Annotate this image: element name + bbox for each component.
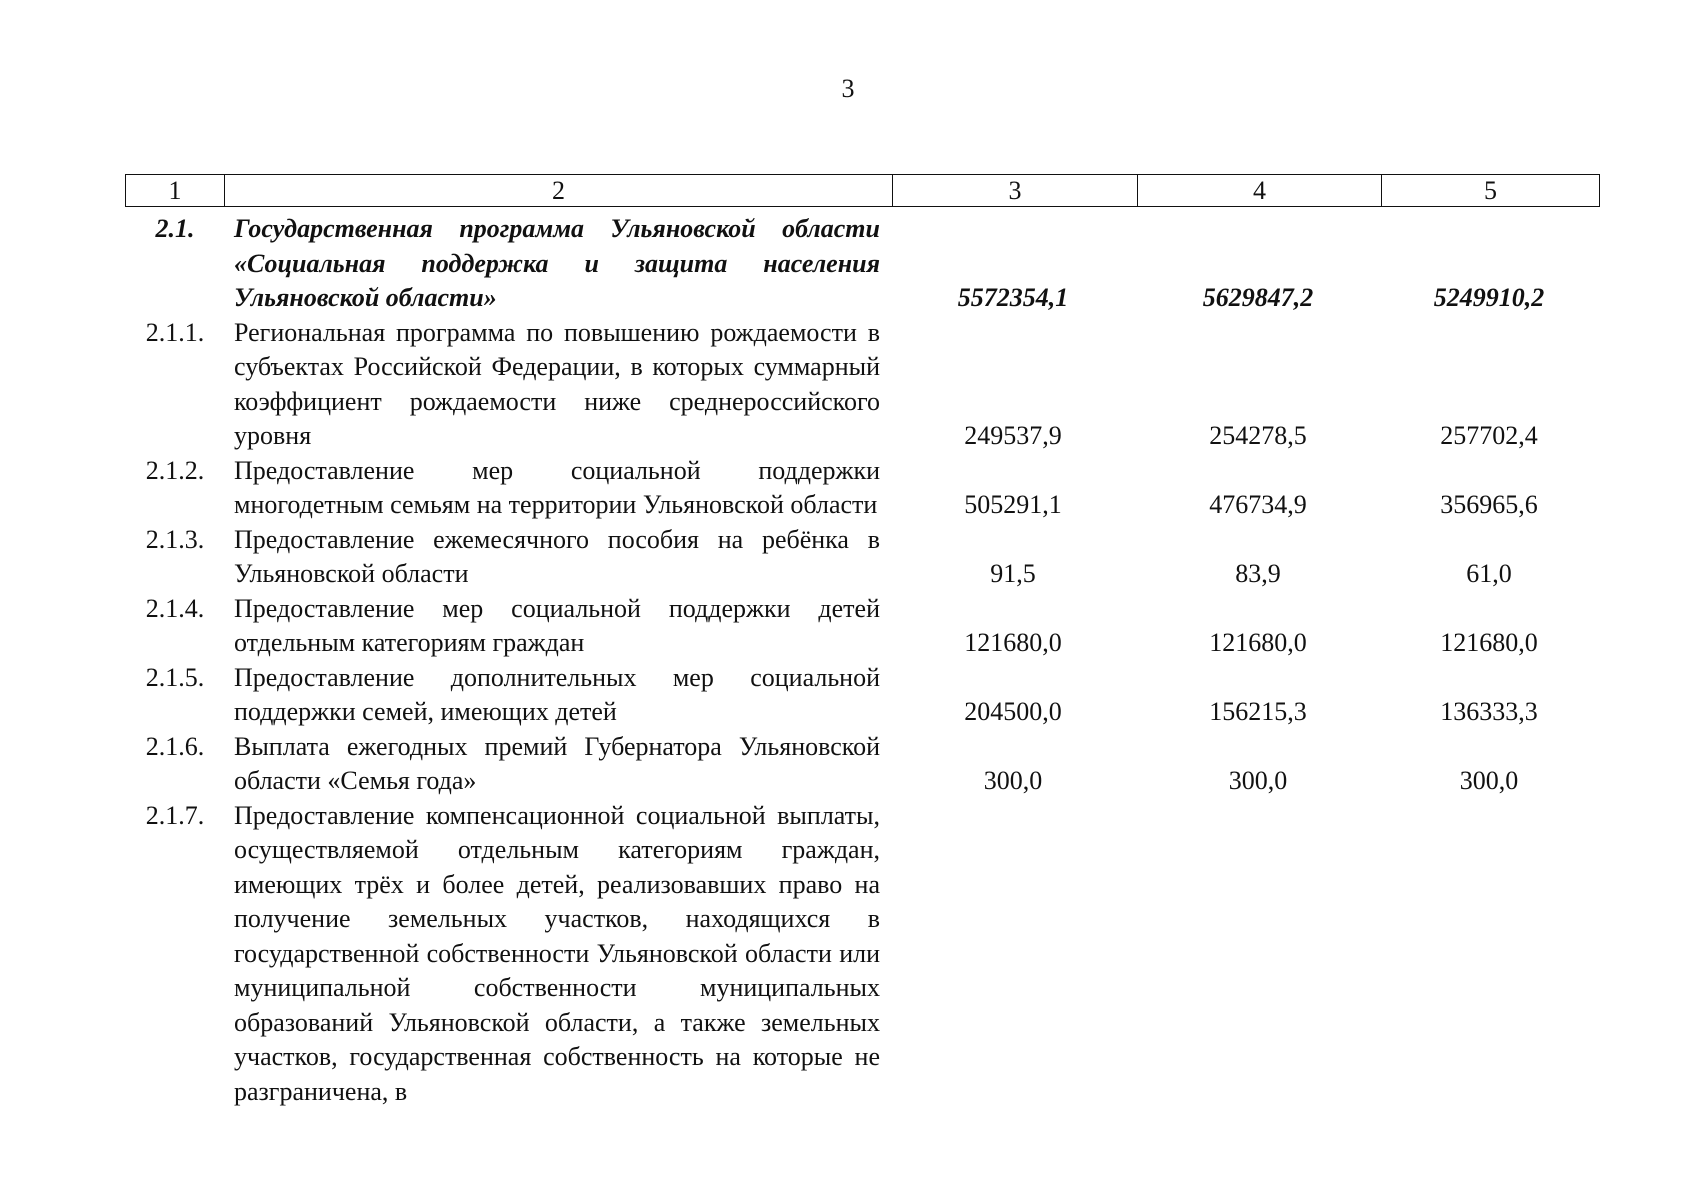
table-row [0, 212, 1696, 316]
row-description: Предоставление мер социальной поддержки детей отдельным категориям граждан [234, 593, 880, 657]
table-row [0, 661, 1696, 730]
column-header-row [126, 175, 1600, 207]
column-header-1: 1 [126, 175, 225, 207]
row-value-col3: 505291,1 [964, 490, 1062, 519]
row-number: 2.1.2. [145, 455, 205, 485]
row-description: Предоставление ежемесячного пособия на ребёнка в Ульяновской области [234, 524, 880, 588]
row-value-col3: 204500,0 [964, 697, 1062, 726]
row-value-col3: 249537,9 [964, 421, 1062, 450]
row-value-col3: 121680,0 [964, 628, 1062, 657]
table-row [0, 592, 1696, 661]
row-value-col5: 136333,3 [1440, 697, 1538, 726]
table-row [0, 454, 1696, 523]
row-description: Государственная программа Ульяновской области «Социальная поддержка и защита населения Ульяновской области» [234, 214, 880, 312]
table-row [0, 730, 1696, 799]
row-value-col4: 5629847,2 [1202, 283, 1314, 312]
row-value-col3: 5572354,1 [957, 283, 1069, 312]
row-value-col4: 476734,9 [1209, 490, 1307, 519]
row-number: 2.1.5. [145, 662, 205, 692]
row-value-col4: 83,9 [1235, 559, 1281, 588]
row-value-col3: 300,0 [983, 766, 1043, 795]
row-value-col5: 257702,4 [1440, 421, 1538, 450]
row-value-col3: 91,5 [990, 559, 1036, 588]
row-number: 2.1.4. [145, 593, 205, 623]
page-number: 3 [841, 74, 855, 103]
row-value-col5: 5249910,2 [1433, 283, 1545, 312]
column-header-5: 5 [1382, 175, 1600, 207]
column-header-3: 3 [893, 175, 1138, 207]
table-row [0, 316, 1696, 454]
row-value-col4: 300,0 [1228, 766, 1288, 795]
row-description: Предоставление мер социальной поддержки многодетным семьям на территории Ульяновской области [234, 455, 880, 519]
row-number: 2.1.6. [145, 731, 205, 761]
row-value-col4: 121680,0 [1209, 628, 1307, 657]
row-number: 2.1.3. [145, 524, 205, 554]
column-header-4: 4 [1138, 175, 1382, 207]
row-number: 2.1.1. [145, 317, 205, 347]
table-body [0, 212, 1696, 1109]
row-value-col5: 300,0 [1459, 766, 1519, 795]
row-number: 2.1.7. [145, 800, 205, 830]
column-header-2: 2 [225, 175, 893, 207]
row-value-col5: 61,0 [1466, 559, 1512, 588]
table-row [0, 523, 1696, 592]
row-value-col5: 121680,0 [1440, 628, 1538, 657]
row-value-col4: 254278,5 [1209, 421, 1307, 450]
row-description: Региональная программа по повышению рождаемости в субъектах Российской Федерации, в которых суммарный коэффициент рождаемости ниже среднероссийского уровня [234, 317, 880, 450]
row-number: 2.1. [155, 214, 195, 243]
row-description: Предоставление компенсационной социальной выплаты, осуществляемой отдельным категориям граждан, имеющих трёх и более детей, реализовавших право на получение земельных участков, находящихся в государственной собственности Ульяновской области или муниципальной собственности муниципальных образований Ульяновской области, а также земельных участков, государственная собственность на которые не разграничена, в [234, 800, 880, 1106]
row-value-col5: 356965,6 [1440, 490, 1538, 519]
column-header-table [125, 174, 1600, 207]
row-description: Предоставление дополнительных мер социальной поддержки семей, имеющих детей [234, 662, 880, 726]
row-description: Выплата ежегодных премий Губернатора Ульяновской области «Семья года» [234, 731, 880, 795]
table-row [0, 799, 1696, 1110]
row-value-col4: 156215,3 [1209, 697, 1307, 726]
